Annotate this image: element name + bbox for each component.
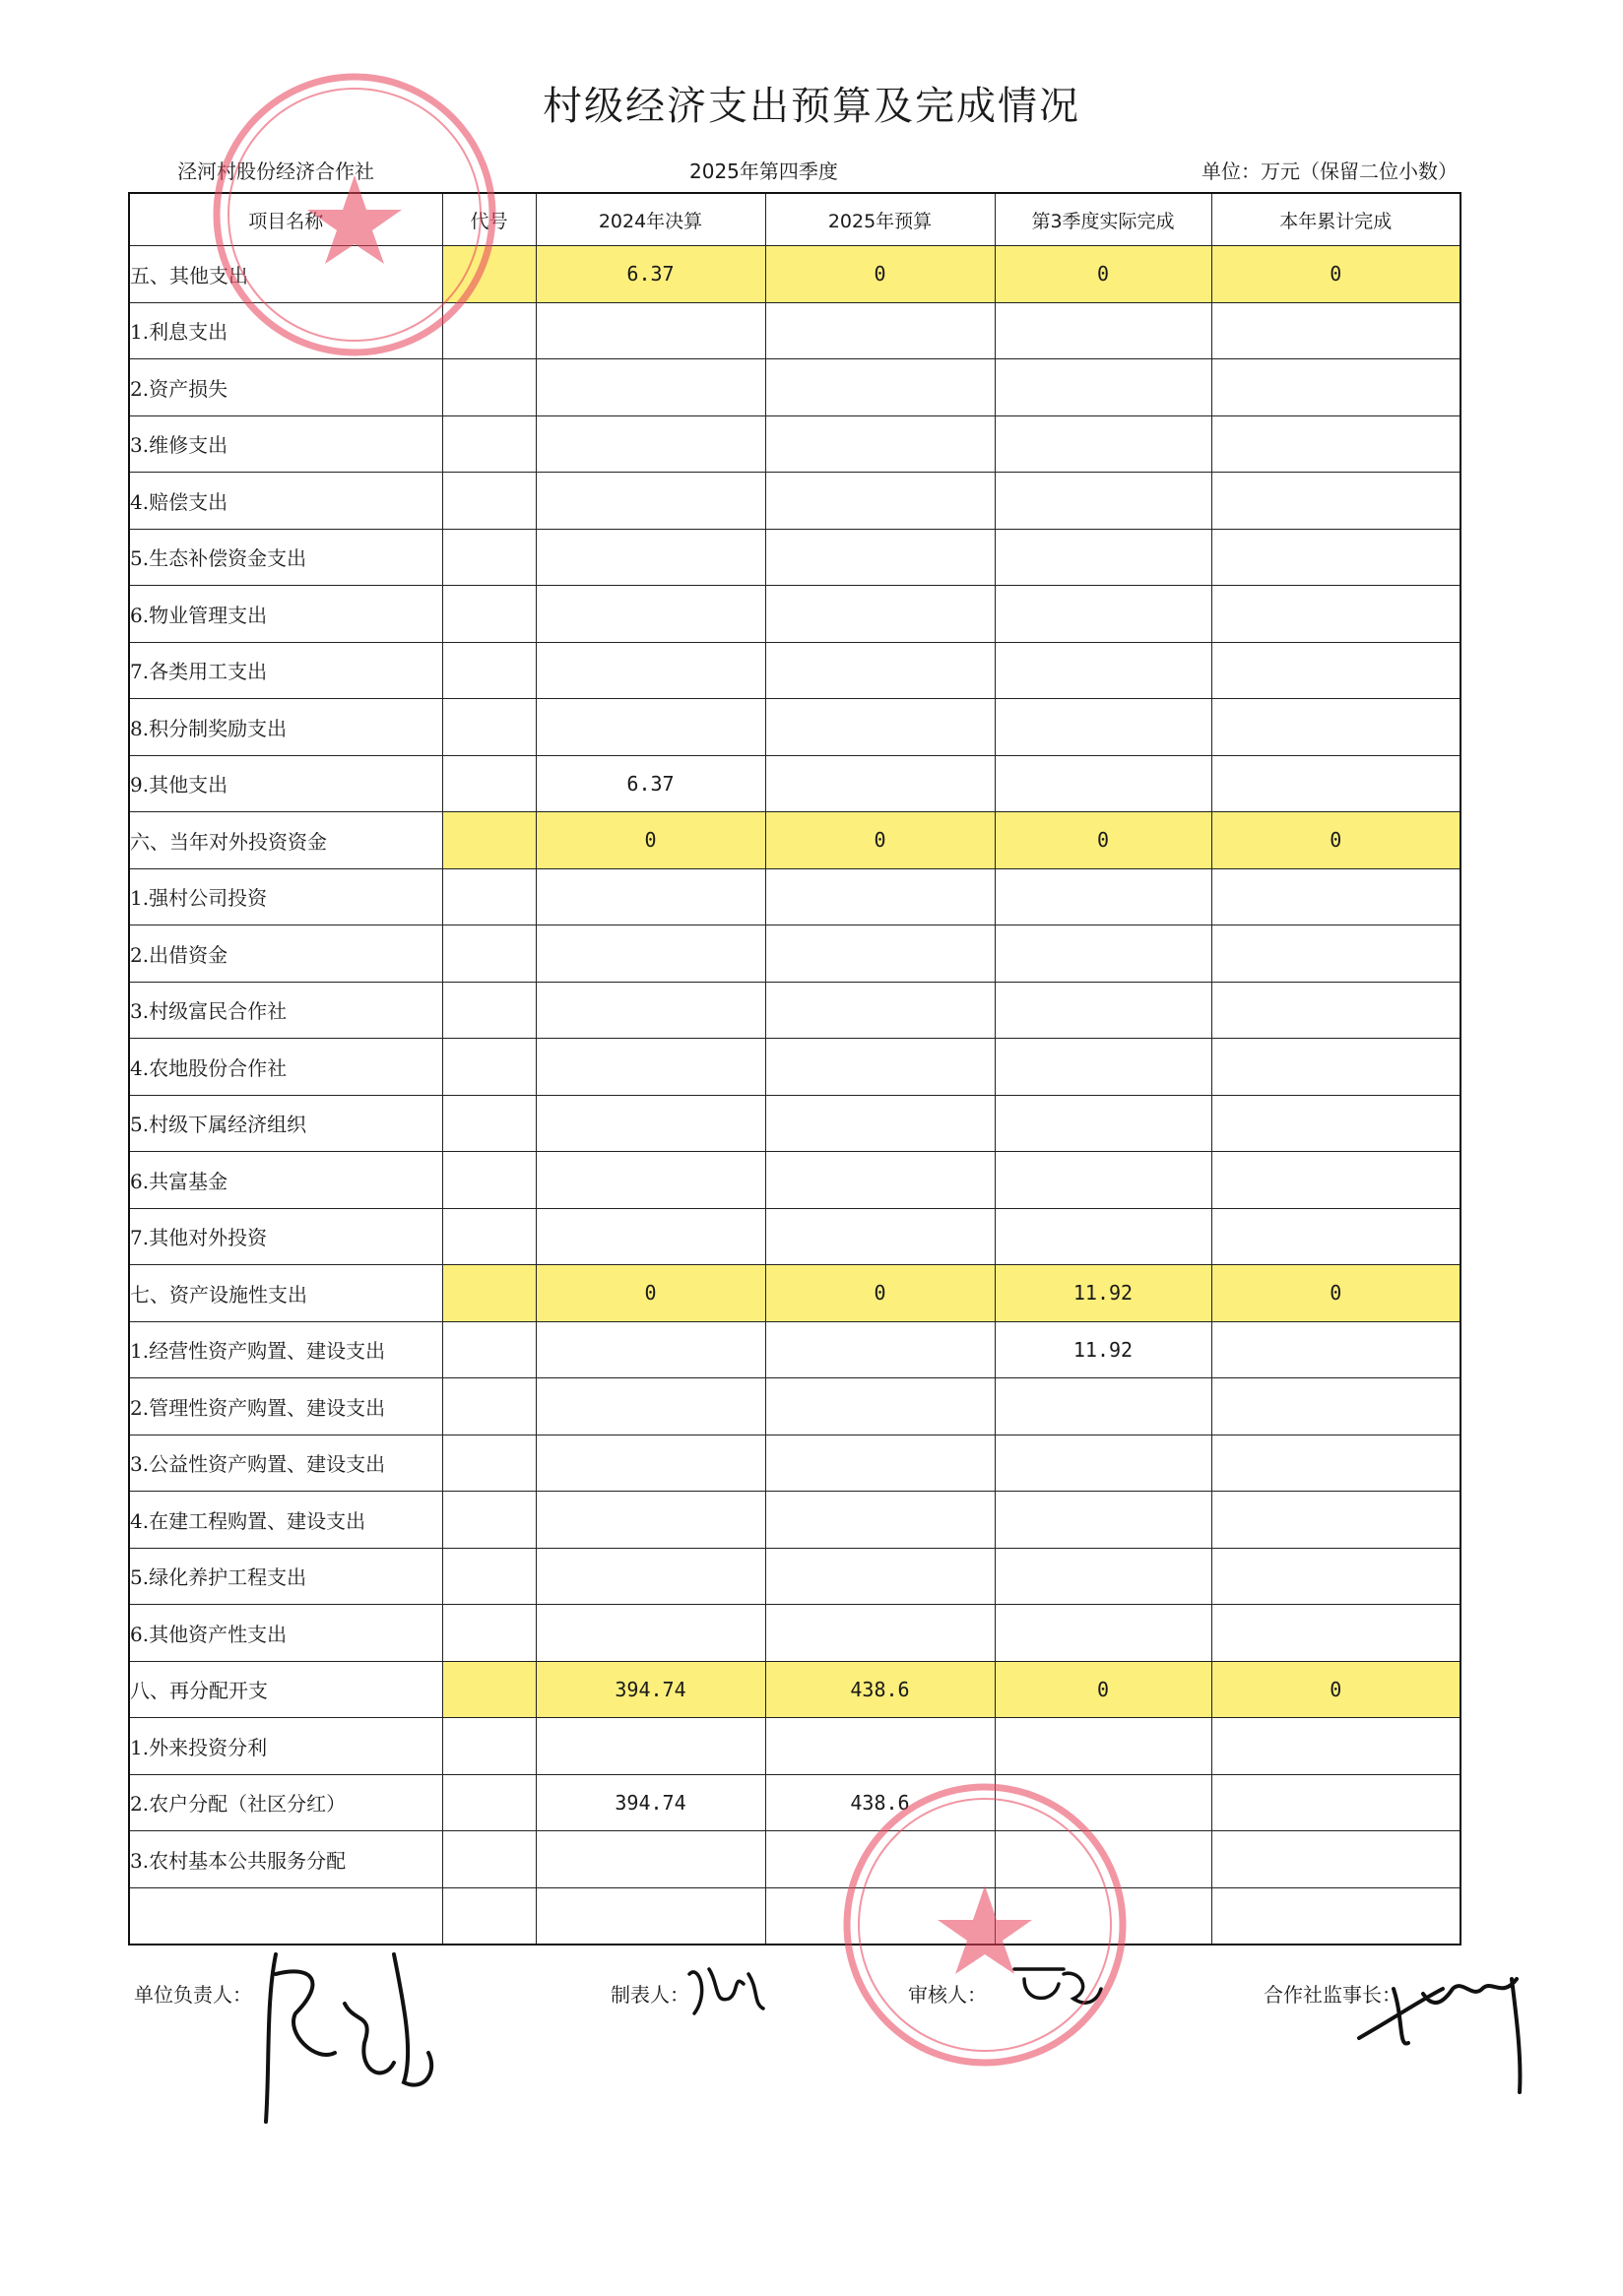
code-cell: [442, 1548, 536, 1605]
q3-actual-cell: [995, 1718, 1211, 1775]
ytd-cell: [1211, 1605, 1461, 1662]
code-cell: [442, 529, 536, 586]
ytd-cell: [1211, 699, 1461, 756]
q3-actual-cell: 0: [995, 1661, 1211, 1718]
table-row: [129, 642, 1461, 699]
actual-2024-cell: [536, 1718, 765, 1775]
q3-actual-cell: [995, 1492, 1211, 1549]
item-name-cell: 3.村级富民合作社: [129, 982, 442, 1039]
actual-2024-cell: [536, 586, 765, 643]
table-row: [129, 1774, 1461, 1831]
q3-actual-cell: [995, 925, 1211, 983]
official-seal-bottom: [837, 1777, 1133, 2073]
actual-2024-cell: 394.74: [536, 1661, 765, 1718]
actual-2024-cell: [536, 529, 765, 586]
table-row: [129, 982, 1461, 1039]
column-header: 2025年预算: [765, 193, 995, 246]
table-row: [129, 1265, 1461, 1322]
budget-2025-cell: [765, 1321, 995, 1378]
ytd-cell: [1211, 1887, 1461, 1945]
ytd-cell: [1211, 473, 1461, 530]
code-cell: [442, 1265, 536, 1322]
q3-actual-cell: [995, 699, 1211, 756]
item-name-cell: 7.其他对外投资: [129, 1208, 442, 1265]
budget-2025-cell: [765, 1378, 995, 1435]
code-cell: [442, 1435, 536, 1492]
organization-name: 泾河村股份经济合作社: [177, 159, 374, 183]
table-row: [129, 1831, 1461, 1888]
budget-2025-cell: [765, 1718, 995, 1775]
expenditure-table: [128, 192, 1461, 1945]
budget-2025-cell: [765, 755, 995, 812]
table-row: [129, 1321, 1461, 1378]
q3-actual-cell: [995, 1208, 1211, 1265]
item-name-cell: 2.出借资金: [129, 925, 442, 983]
ytd-cell: [1211, 1435, 1461, 1492]
item-name-cell: 6.物业管理支出: [129, 586, 442, 643]
table-row: [129, 529, 1461, 586]
table-row: [129, 1661, 1461, 1718]
budget-2025-cell: [765, 415, 995, 473]
item-name-cell: 1.外来投资分利: [129, 1718, 442, 1775]
q3-actual-cell: 11.92: [995, 1265, 1211, 1322]
actual-2024-cell: [536, 642, 765, 699]
q3-actual-cell: [995, 1095, 1211, 1152]
item-name-cell: 7.各类用工支出: [129, 642, 442, 699]
ytd-cell: [1211, 868, 1461, 925]
actual-2024-cell: 6.37: [536, 246, 765, 303]
table-row: [129, 1887, 1461, 1945]
table-row: [129, 1605, 1461, 1662]
table-row: [129, 925, 1461, 983]
q3-actual-cell: [995, 359, 1211, 416]
official-seal-top: [207, 67, 502, 362]
q3-actual-cell: [995, 1378, 1211, 1435]
budget-2025-cell: [765, 925, 995, 983]
actual-2024-cell: [536, 1321, 765, 1378]
ytd-cell: [1211, 1548, 1461, 1605]
code-cell: [442, 1208, 536, 1265]
q3-actual-cell: [995, 642, 1211, 699]
actual-2024-cell: [536, 868, 765, 925]
actual-2024-cell: [536, 699, 765, 756]
actual-2024-cell: 6.37: [536, 755, 765, 812]
q3-actual-cell: [995, 529, 1211, 586]
actual-2024-cell: [536, 982, 765, 1039]
item-name-cell: 七、资产设施性支出: [129, 1265, 442, 1322]
column-header: 项目名称: [129, 193, 442, 246]
code-cell: [442, 812, 536, 869]
code-cell: [442, 1095, 536, 1152]
q3-actual-cell: [995, 1039, 1211, 1096]
code-cell: [442, 1492, 536, 1549]
q3-actual-cell: 0: [995, 812, 1211, 869]
q3-actual-cell: [995, 415, 1211, 473]
actual-2024-cell: [536, 925, 765, 983]
table-row: [129, 1039, 1461, 1096]
reviewer-label: 审核人：: [908, 1983, 987, 2007]
code-cell: [442, 642, 536, 699]
column-header: 第3季度实际完成: [995, 193, 1211, 246]
table-row: [129, 1718, 1461, 1775]
ytd-cell: 0: [1211, 812, 1461, 869]
budget-2025-cell: 0: [765, 812, 995, 869]
item-name-cell: 5.村级下属经济组织: [129, 1095, 442, 1152]
table-row: [129, 415, 1461, 473]
ytd-cell: [1211, 1039, 1461, 1096]
budget-2025-cell: [765, 1039, 995, 1096]
table-row: [129, 359, 1461, 416]
actual-2024-cell: [536, 1152, 765, 1209]
table-row: [129, 1378, 1461, 1435]
budget-2025-cell: [765, 642, 995, 699]
code-cell: [442, 755, 536, 812]
table-row: [129, 1208, 1461, 1265]
ytd-cell: [1211, 415, 1461, 473]
actual-2024-cell: [536, 1435, 765, 1492]
q3-actual-cell: [995, 586, 1211, 643]
column-header: 2024年决算: [536, 193, 765, 246]
item-name-cell: 2.管理性资产购置、建设支出: [129, 1378, 442, 1435]
actual-2024-cell: [536, 1492, 765, 1549]
code-cell: [442, 1321, 536, 1378]
ytd-cell: 0: [1211, 1661, 1461, 1718]
budget-2025-cell: [765, 868, 995, 925]
document-title: 村级经济支出预算及完成情况: [543, 84, 1080, 129]
budget-2025-cell: 438.6: [765, 1661, 995, 1718]
actual-2024-cell: [536, 1831, 765, 1888]
code-cell: [442, 1718, 536, 1775]
actual-2024-cell: [536, 1548, 765, 1605]
table-row: [129, 1152, 1461, 1209]
budget-2025-cell: [765, 1095, 995, 1152]
leader-signature: [256, 1945, 453, 2132]
ytd-cell: [1211, 642, 1461, 699]
ytd-cell: [1211, 1152, 1461, 1209]
ytd-cell: 0: [1211, 1265, 1461, 1322]
preparer-label: 制表人：: [611, 1983, 689, 2007]
ytd-cell: [1211, 1208, 1461, 1265]
budget-2025-cell: [765, 1605, 995, 1662]
actual-2024-cell: [536, 359, 765, 416]
ytd-cell: [1211, 1378, 1461, 1435]
budget-2025-cell: [765, 586, 995, 643]
table-row: [129, 699, 1461, 756]
table-row: [129, 868, 1461, 925]
actual-2024-cell: 0: [536, 1265, 765, 1322]
code-cell: [442, 1831, 536, 1888]
q3-actual-cell: [995, 982, 1211, 1039]
budget-2025-cell: [765, 1492, 995, 1549]
ytd-cell: [1211, 755, 1461, 812]
actual-2024-cell: 394.74: [536, 1774, 765, 1831]
item-name-cell: 4.农地股份合作社: [129, 1039, 442, 1096]
table-row: [129, 473, 1461, 530]
q3-actual-cell: 11.92: [995, 1321, 1211, 1378]
item-name-cell: 1.经营性资产购置、建设支出: [129, 1321, 442, 1378]
item-name-cell: 1.强村公司投资: [129, 868, 442, 925]
table-row: [129, 812, 1461, 869]
item-name-cell: 5.生态补偿资金支出: [129, 529, 442, 586]
item-name-cell: 6.其他资产性支出: [129, 1605, 442, 1662]
ytd-cell: 0: [1211, 246, 1461, 303]
item-name-cell: 5.绿化养护工程支出: [129, 1548, 442, 1605]
q3-actual-cell: [995, 868, 1211, 925]
ytd-cell: [1211, 1774, 1461, 1831]
actual-2024-cell: [536, 1378, 765, 1435]
actual-2024-cell: [536, 1605, 765, 1662]
table-body: [129, 246, 1461, 1945]
q3-actual-cell: [995, 1152, 1211, 1209]
supervisor-label: 合作社监事长：: [1264, 1983, 1401, 2007]
q3-actual-cell: [995, 302, 1211, 359]
unit-note: 单位：万元（保留二位小数）: [1201, 159, 1458, 183]
item-name-cell: 八、再分配开支: [129, 1661, 442, 1718]
budget-2025-cell: [765, 302, 995, 359]
actual-2024-cell: [536, 415, 765, 473]
q3-actual-cell: [995, 473, 1211, 530]
supervisor-signature: [1354, 1949, 1551, 2097]
budget-2025-cell: 0: [765, 246, 995, 303]
code-cell: [442, 925, 536, 983]
q3-actual-cell: 0: [995, 246, 1211, 303]
code-cell: [442, 359, 536, 416]
code-cell: [442, 1152, 536, 1209]
item-name-cell: 8.积分制奖励支出: [129, 699, 442, 756]
actual-2024-cell: [536, 473, 765, 530]
actual-2024-cell: [536, 1039, 765, 1096]
ytd-cell: [1211, 1321, 1461, 1378]
code-cell: [442, 473, 536, 530]
ytd-cell: [1211, 1492, 1461, 1549]
actual-2024-cell: [536, 1887, 765, 1945]
code-cell: [442, 699, 536, 756]
code-cell: [442, 586, 536, 643]
actual-2024-cell: 0: [536, 812, 765, 869]
ytd-cell: [1211, 925, 1461, 983]
budget-2025-cell: [765, 1548, 995, 1605]
table-row: [129, 1095, 1461, 1152]
budget-2025-cell: [765, 473, 995, 530]
budget-2025-cell: [765, 1152, 995, 1209]
ytd-cell: [1211, 302, 1461, 359]
ytd-cell: [1211, 1095, 1461, 1152]
code-cell: [442, 415, 536, 473]
item-name-cell: 2.农户分配（社区分红）: [129, 1774, 442, 1831]
ytd-cell: [1211, 1718, 1461, 1775]
ytd-cell: [1211, 529, 1461, 586]
item-name-cell: 4.在建工程购置、建设支出: [129, 1492, 442, 1549]
budget-2025-cell: [765, 1208, 995, 1265]
code-cell: [442, 982, 536, 1039]
budget-2025-cell: 0: [765, 1265, 995, 1322]
item-name-cell: 3.农村基本公共服务分配: [129, 1831, 442, 1888]
table-row: [129, 1548, 1461, 1605]
column-header: 本年累计完成: [1211, 193, 1461, 246]
code-cell: [442, 1887, 536, 1945]
code-cell: [442, 868, 536, 925]
item-name-cell: 9.其他支出: [129, 755, 442, 812]
q3-actual-cell: [995, 1605, 1211, 1662]
item-name-cell: [129, 1887, 442, 1945]
code-cell: [442, 1774, 536, 1831]
ytd-cell: [1211, 359, 1461, 416]
budget-2025-cell: [765, 982, 995, 1039]
code-cell: [442, 1605, 536, 1662]
table-row: [129, 755, 1461, 812]
preparer-signature: [680, 1954, 768, 2023]
item-name-cell: 2.资产损失: [129, 359, 442, 416]
budget-2025-cell: [765, 529, 995, 586]
budget-2025-cell: [765, 1435, 995, 1492]
q3-actual-cell: [995, 1548, 1211, 1605]
actual-2024-cell: [536, 302, 765, 359]
item-name-cell: 1.利息支出: [129, 302, 442, 359]
table-row: [129, 1435, 1461, 1492]
q3-actual-cell: [995, 1435, 1211, 1492]
ytd-cell: [1211, 586, 1461, 643]
budget-2025-cell: 438.6: [765, 1774, 995, 1831]
q3-actual-cell: [995, 755, 1211, 812]
ytd-cell: [1211, 982, 1461, 1039]
report-period: 2025年第四季度: [689, 159, 838, 183]
code-cell: [442, 1039, 536, 1096]
leader-label: 单位负责人：: [134, 1983, 252, 2007]
item-name-cell: 3.维修支出: [129, 415, 442, 473]
budget-2025-cell: [765, 699, 995, 756]
item-name-cell: 六、当年对外投资资金: [129, 812, 442, 869]
table-row: [129, 1492, 1461, 1549]
table-row: [129, 586, 1461, 643]
item-name-cell: 五、其他支出: [129, 246, 442, 303]
code-cell: [442, 1661, 536, 1718]
item-name-cell: 3.公益性资产购置、建设支出: [129, 1435, 442, 1492]
column-header: 代号: [442, 193, 536, 246]
actual-2024-cell: [536, 1095, 765, 1152]
actual-2024-cell: [536, 1208, 765, 1265]
ytd-cell: [1211, 1831, 1461, 1888]
item-name-cell: 4.赔偿支出: [129, 473, 442, 530]
item-name-cell: 6.共富基金: [129, 1152, 442, 1209]
code-cell: [442, 1378, 536, 1435]
budget-2025-cell: [765, 359, 995, 416]
